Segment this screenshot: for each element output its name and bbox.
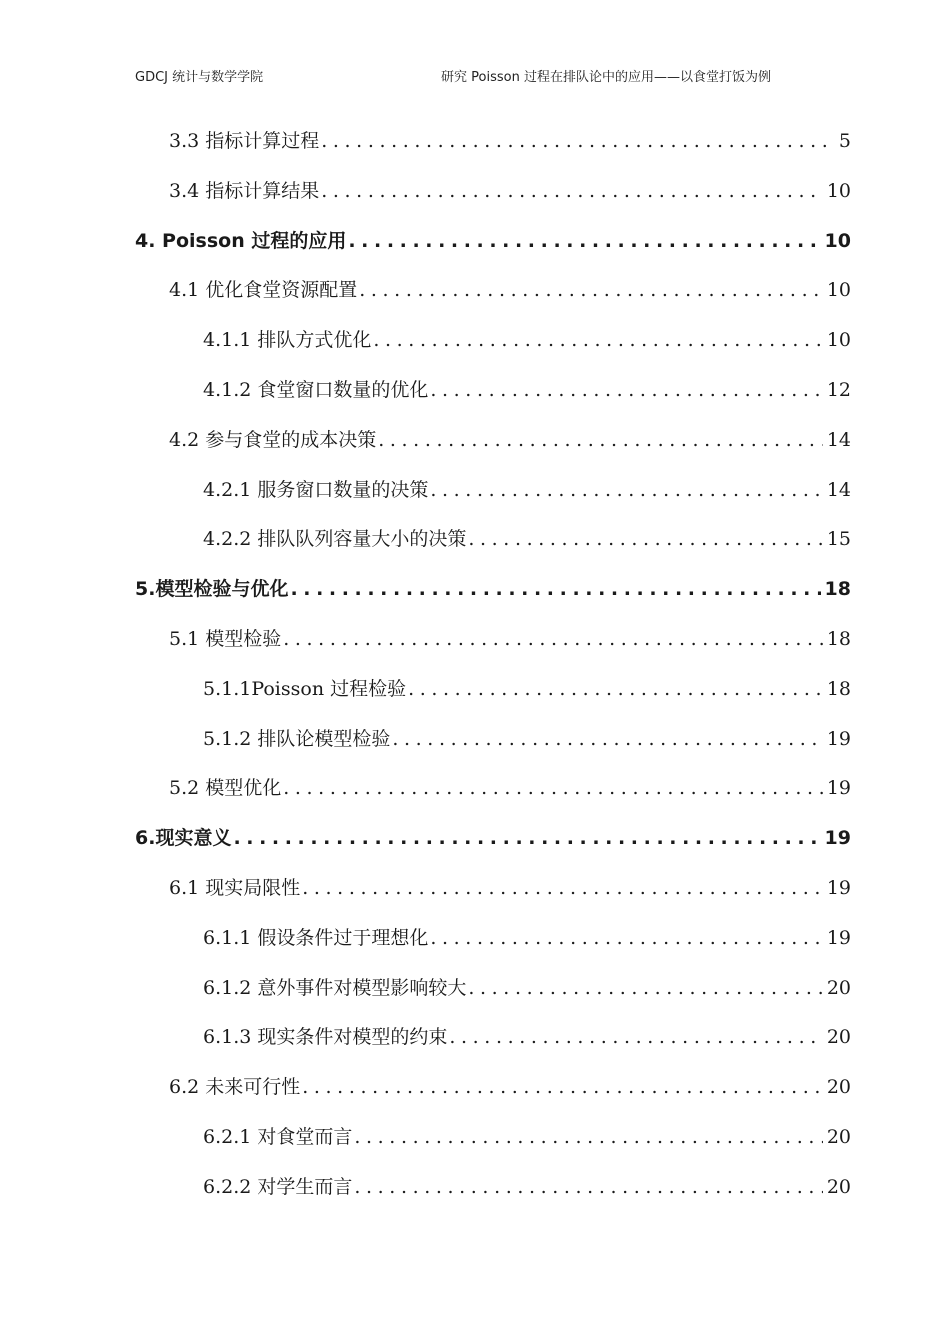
toc-entry-title: 4. Poisson 过程的应用 — [135, 229, 347, 252]
toc-entry-title: 4.1.2 食堂窗口数量的优化 — [203, 379, 429, 401]
toc-dot-leader — [468, 524, 822, 554]
toc-page-number: 20 — [826, 1026, 851, 1049]
toc-entry[interactable] — [203, 325, 851, 355]
header-divider — [135, 94, 815, 95]
toc-dot-leader — [408, 674, 823, 704]
toc-entry[interactable] — [135, 574, 851, 604]
toc-page-number: 12 — [826, 379, 851, 401]
toc-entry[interactable] — [169, 126, 851, 156]
toc-page-number: 19 — [824, 827, 851, 850]
toc-dot-leader — [430, 923, 822, 953]
page-header — [135, 66, 815, 88]
toc-entry[interactable] — [203, 724, 851, 754]
toc-dot-leader — [302, 873, 823, 903]
toc-entry[interactable] — [169, 873, 851, 903]
toc-page-number: 15 — [826, 528, 851, 551]
toc-entry-title: 4.1 优化食堂资源配置 — [169, 279, 358, 302]
toc-entry[interactable] — [203, 923, 851, 953]
toc-entry[interactable] — [169, 275, 851, 305]
toc-entry-title: 4.1.1 排队方式优化 — [203, 329, 372, 352]
toc-dot-leader — [302, 1072, 823, 1102]
toc-page-number: 10 — [826, 279, 851, 302]
toc-page-number: 20 — [826, 1076, 851, 1099]
toc-dot-leader — [449, 1022, 822, 1052]
toc-entry[interactable] — [169, 1072, 851, 1102]
toc-entry[interactable] — [169, 624, 851, 654]
toc-dot-leader — [348, 226, 820, 256]
toc-entry-title: 5.2 模型优化 — [169, 777, 282, 800]
toc-page-number: 18 — [824, 578, 851, 601]
toc-entry-title: 5.模型检验与优化 — [135, 578, 289, 601]
toc-page-number: 19 — [826, 926, 851, 949]
toc-entry-title: 4.2.2 排队队列容量大小的决策 — [203, 528, 467, 551]
toc-entry-title: 5.1.1Poisson 过程检验 — [203, 677, 407, 700]
toc-entry[interactable] — [169, 425, 851, 455]
toc-entry[interactable] — [169, 773, 851, 803]
toc-entry[interactable] — [135, 226, 851, 256]
toc-page-number: 18 — [826, 677, 851, 700]
toc-entry[interactable] — [203, 1122, 851, 1152]
toc-page-number: 10 — [824, 229, 851, 252]
toc-dot-leader — [468, 973, 822, 1003]
toc-dot-leader — [430, 375, 822, 405]
toc-entry-title: 6.2.2 对学生而言 — [203, 1175, 353, 1198]
toc-dot-leader — [430, 475, 822, 505]
toc-page-number: 14 — [826, 478, 851, 501]
toc-entry-title: 6.2.1 对食堂而言 — [203, 1126, 353, 1148]
toc-entry-title: 4.2 参与食堂的成本决策 — [169, 428, 377, 451]
toc-page-number: 20 — [826, 1175, 851, 1198]
toc-dot-leader — [283, 624, 823, 654]
header-school: GDCJ 统计与数学学院 — [135, 70, 264, 85]
toc-entry[interactable] — [203, 524, 851, 554]
toc-dot-leader — [290, 574, 820, 604]
toc-entry[interactable] — [203, 375, 851, 405]
toc-entry[interactable] — [203, 1022, 851, 1052]
toc-page-number: 14 — [826, 428, 851, 451]
toc-entry-title: 6.1 现实局限性 — [169, 877, 301, 899]
toc-dot-leader — [373, 325, 822, 355]
toc-entry-title: 4.2.1 服务窗口数量的决策 — [203, 478, 429, 501]
toc-entry[interactable] — [203, 1172, 851, 1202]
toc-entry-title: 5.1.2 排队论模型检验 — [203, 727, 391, 750]
toc-page-number: 19 — [826, 877, 851, 899]
toc-entry[interactable] — [135, 823, 851, 853]
toc-entry[interactable] — [203, 674, 851, 704]
toc-dot-leader — [233, 823, 820, 853]
toc-dot-leader — [354, 1172, 822, 1202]
toc-page-number: 20 — [826, 1126, 851, 1148]
toc-entry-title: 5.1 模型检验 — [169, 628, 282, 650]
toc-entry-title: 6.1.2 意外事件对模型影响较大 — [203, 976, 467, 999]
toc-entry-title: 6.现实意义 — [135, 827, 232, 850]
toc-page-number: 19 — [826, 727, 851, 750]
toc-page-number: 10 — [826, 179, 851, 202]
header-paper-title: 研究 Poisson 过程在排队论中的应用——以食堂打饭为例 — [441, 70, 771, 85]
toc-dot-leader — [378, 425, 823, 455]
toc-dot-leader — [359, 275, 823, 305]
toc-entry[interactable] — [203, 973, 851, 1003]
toc-entry[interactable] — [203, 475, 851, 505]
toc-dot-leader — [392, 724, 822, 754]
toc-page-number: 10 — [826, 329, 851, 352]
toc-entry-title: 6.1.1 假设条件过于理想化 — [203, 926, 429, 949]
toc-page-number: 20 — [826, 976, 851, 999]
toc-entry-title: 6.2 未来可行性 — [169, 1076, 301, 1099]
toc-entry-title: 3.3 指标计算过程 — [169, 130, 320, 152]
toc-page-number: 5 — [838, 130, 851, 152]
toc-page-number: 18 — [826, 628, 851, 650]
toc-page-number: 19 — [826, 777, 851, 800]
toc-entry[interactable] — [169, 176, 851, 206]
toc-entry-title: 6.1.3 现实条件对模型的约束 — [203, 1026, 448, 1049]
toc-entry-title: 3.4 指标计算结果 — [169, 179, 320, 202]
toc-dot-leader — [283, 773, 823, 803]
toc-dot-leader — [321, 176, 823, 206]
toc-dot-leader — [321, 126, 835, 156]
toc-dot-leader — [354, 1122, 822, 1152]
